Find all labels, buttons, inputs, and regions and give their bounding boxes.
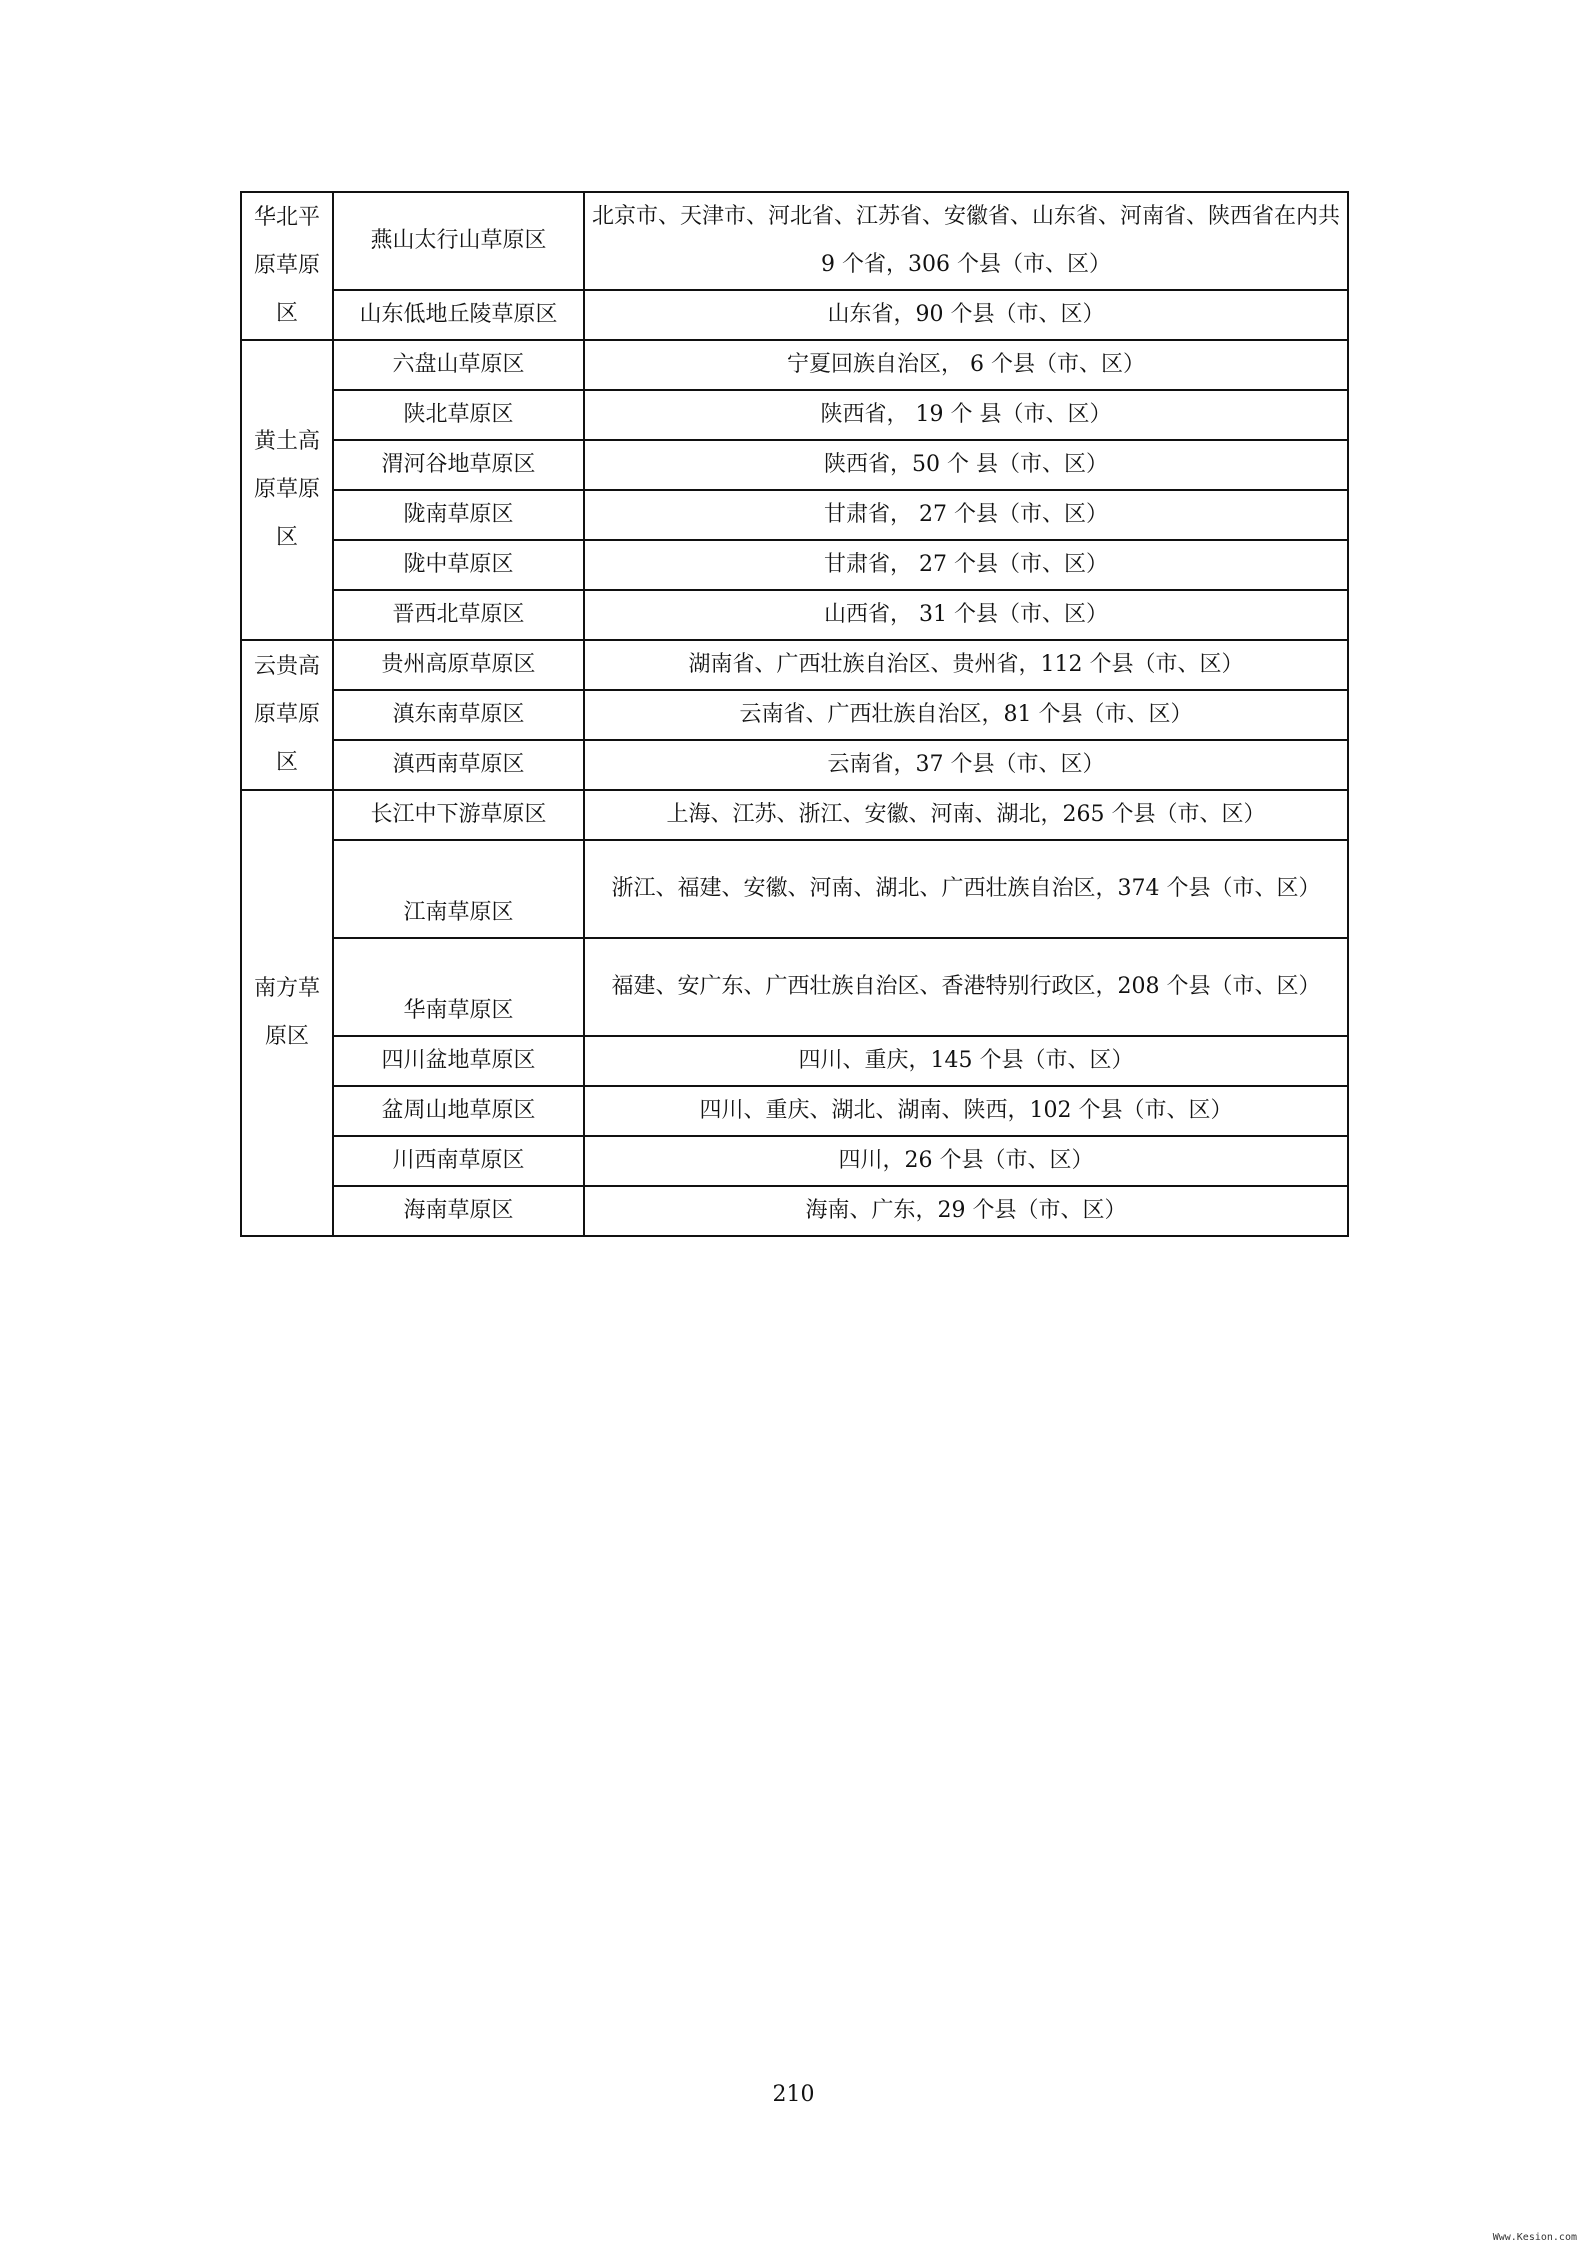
table-row [241, 192, 1348, 290]
subregion-cell: 长江中下游草原区 [333, 790, 584, 840]
table-row [241, 540, 1348, 590]
subregion-cell: 六盘山草原区 [333, 340, 584, 390]
coverage-cell: 海南、广东，29 个县（市、区） [584, 1186, 1348, 1236]
subregion-cell: 陕北草原区 [333, 390, 584, 440]
subregion-cell: 晋西北草原区 [333, 590, 584, 640]
coverage-cell: 湖南省、广西壮族自治区、贵州省，112 个县（市、区） [584, 640, 1348, 690]
table-row [241, 1086, 1348, 1136]
grassland-region-table [240, 191, 1349, 1237]
table-row [241, 840, 1348, 938]
coverage-cell: 甘肃省， 27 个县（市、区） [584, 540, 1348, 590]
region-group-cell: 黄土高原草原区 [241, 340, 333, 640]
region-group-cell: 云贵高原草原区 [241, 640, 333, 790]
subregion-cell: 盆周山地草原区 [333, 1086, 584, 1136]
subregion-cell: 江南草原区 [333, 840, 584, 938]
region-group-cell: 华北平原草原区 [241, 192, 333, 340]
coverage-cell: 四川、重庆、湖北、湖南、陕西，102 个县（市、区） [584, 1086, 1348, 1136]
table-row [241, 690, 1348, 740]
coverage-cell: 四川，26 个县（市、区） [584, 1136, 1348, 1186]
coverage-cell: 陕西省，50 个 县（市、区） [584, 440, 1348, 490]
subregion-cell: 川西南草原区 [333, 1136, 584, 1186]
table-row [241, 790, 1348, 840]
coverage-cell: 陕西省， 19 个 县（市、区） [584, 390, 1348, 440]
coverage-cell: 北京市、天津市、河北省、江苏省、安徽省、山东省、河南省、陕西省在内共 9 个省，306 个县（市、区） [584, 192, 1348, 290]
table-row [241, 490, 1348, 540]
subregion-cell: 陇南草原区 [333, 490, 584, 540]
table-row [241, 390, 1348, 440]
table-row [241, 340, 1348, 390]
coverage-cell: 上海、江苏、浙江、安徽、河南、湖北，265 个县（市、区） [584, 790, 1348, 840]
table-row [241, 590, 1348, 640]
coverage-cell: 云南省，37 个县（市、区） [584, 740, 1348, 790]
table-row [241, 740, 1348, 790]
coverage-cell: 宁夏回族自治区， 6 个县（市、区） [584, 340, 1348, 390]
subregion-cell: 四川盆地草原区 [333, 1036, 584, 1086]
subregion-cell: 滇东南草原区 [333, 690, 584, 740]
subregion-cell: 海南草原区 [333, 1186, 584, 1236]
coverage-cell: 四川、重庆，145 个县（市、区） [584, 1036, 1348, 1086]
coverage-cell: 甘肃省， 27 个县（市、区） [584, 490, 1348, 540]
subregion-cell: 陇中草原区 [333, 540, 584, 590]
subregion-cell: 燕山太行山草原区 [333, 192, 584, 290]
table-row [241, 938, 1348, 1036]
coverage-cell: 云南省、广西壮族自治区，81 个县（市、区） [584, 690, 1348, 740]
page-number: 210 [772, 2082, 815, 2107]
subregion-cell: 滇西南草原区 [333, 740, 584, 790]
region-group-cell: 南方草原区 [241, 790, 333, 1236]
coverage-cell: 山西省， 31 个县（市、区） [584, 590, 1348, 640]
coverage-cell: 浙江、福建、安徽、河南、湖北、广西壮族自治区，374 个县（市、区） [584, 840, 1348, 938]
subregion-cell: 山东低地丘陵草原区 [333, 290, 584, 340]
subregion-cell: 渭河谷地草原区 [333, 440, 584, 490]
coverage-cell: 福建、安广东、广西壮族自治区、香港特别行政区，208 个县（市、区） [584, 938, 1348, 1036]
watermark: Www.Kesion.com [1492, 2232, 1577, 2243]
table-row [241, 290, 1348, 340]
table-row [241, 440, 1348, 490]
table-row [241, 1186, 1348, 1236]
table-row [241, 640, 1348, 690]
table-row [241, 1036, 1348, 1086]
subregion-cell: 华南草原区 [333, 938, 584, 1036]
subregion-cell: 贵州高原草原区 [333, 640, 584, 690]
table-row [241, 1136, 1348, 1186]
coverage-cell: 山东省，90 个县（市、区） [584, 290, 1348, 340]
